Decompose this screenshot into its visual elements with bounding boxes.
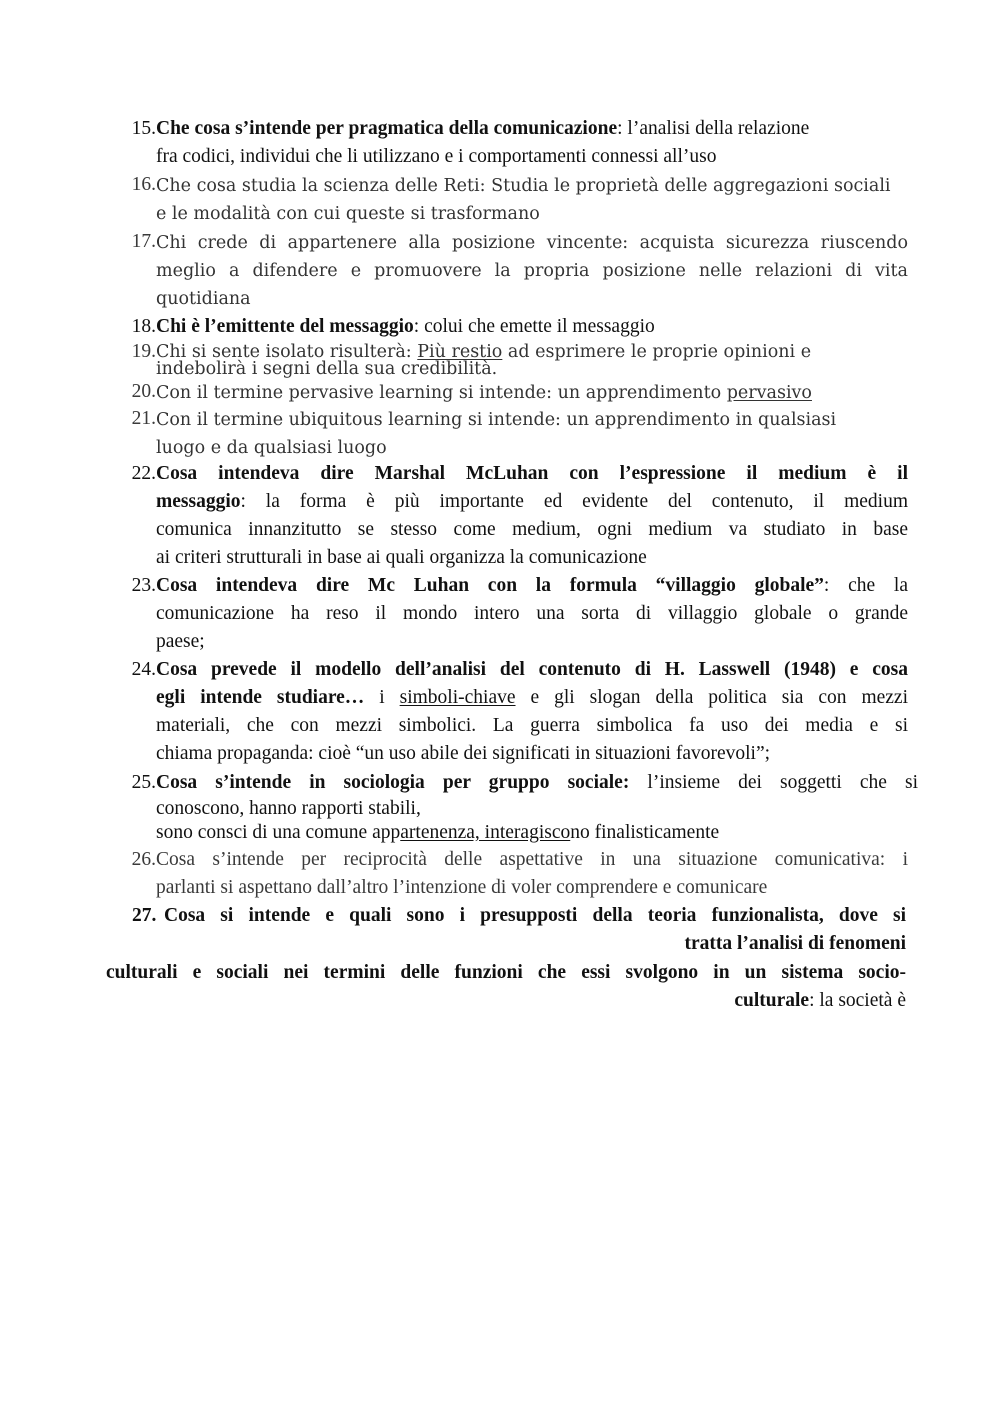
item-text: Con il termine ubiquitous learning si intende: un apprendimento in qualsiasi <box>156 410 837 430</box>
item-text: ad esprimere le proprie opinioni e <box>502 342 812 362</box>
question-text: Cosa intendeva dire Marshal McLuhan con l’espressione il medium è il <box>156 463 908 484</box>
question-text: culturale <box>734 990 810 1011</box>
item-number: 25. <box>131 772 156 793</box>
underlined-text: simboli-chiave <box>399 687 516 708</box>
item-text: Chi crede di appartenere alla posizione vincente: acquista sicurezza riuscendo <box>156 233 908 253</box>
item-text: indebolirà i segni della sua credibilità. <box>156 359 498 379</box>
item-text: Cosa s’intende per reciprocità delle aspettative in una situazione comunicativa: i <box>156 849 908 870</box>
item-number: 19. <box>131 341 156 362</box>
item-number: 27. <box>132 905 157 926</box>
answer-text: : colui che emette il messaggio <box>413 316 655 337</box>
item-text: e le modalità con cui queste si trasformano <box>156 204 540 224</box>
answer-text: : che la <box>823 575 908 596</box>
answer-text: : l’analisi della relazione <box>617 118 810 139</box>
question-text: Che cosa s’intende per pragmatica della comunicazione <box>156 118 618 139</box>
item-number: 18. <box>131 316 156 337</box>
item-text: parlanti si aspettano dall’altro l’intenzione di voler comprendere e comunicare <box>156 877 768 898</box>
answer-text: chiama propaganda: cioè “un uso abile dei significati in situazioni favorevoli”; <box>156 743 771 764</box>
item-text: Chi si sente isolato risulterà: <box>156 342 418 362</box>
answer-text: materiali, che con mezzi simbolici. La guerra simbolica fa uso dei media e si <box>156 715 908 736</box>
question-text: Chi è l’emittente del messaggio <box>156 316 414 337</box>
answer-text: paese; <box>156 631 205 652</box>
answer-text: sono consci di una comune app <box>156 822 401 843</box>
item-text: meglio a difendere e promuovere la propria posizione nelle relazioni di vita <box>156 261 908 281</box>
underlined-text: pervasivo <box>726 383 812 403</box>
answer-text: l’insieme dei soggetti che si <box>629 772 918 793</box>
answer-text: i <box>364 687 400 708</box>
item-text: quotidiana <box>156 289 251 309</box>
item-number: 21. <box>131 408 156 429</box>
answer-text: fra codici, individui che li utilizzano e i comportamenti connessi all’uso <box>156 146 717 167</box>
answer-text: comunica innanzitutto se stesso come medium, ogni medium va studiato in base <box>156 519 908 540</box>
underlined-text: artenenza, interagisco <box>400 822 571 843</box>
question-text: culturali e sociali nei termini delle funzioni che essi svolgono in un sistema socio- <box>106 962 906 983</box>
item-text: luogo e da qualsiasi luogo <box>156 438 387 458</box>
item-text: Che cosa studia la scienza delle Reti: Studia le proprietà delle aggregazioni sociali <box>156 176 891 196</box>
item-text: Con il termine pervasive learning si intende: un apprendimento <box>156 383 727 403</box>
answer-text: ai criteri strutturali in base ai quali organizza la comunicazione <box>156 547 647 568</box>
item-number: 20. <box>131 381 156 402</box>
question-text: tratta l’analisi di fenomeni <box>684 933 906 954</box>
question-text: Cosa s’intende in sociologia per gruppo sociale: <box>156 772 630 793</box>
question-text: egli intende studiare… <box>156 687 365 708</box>
answer-text: e gli slogan della politica sia con mezzi <box>515 687 908 708</box>
item-number: 26. <box>131 849 156 870</box>
answer-text: : la forma è più importante ed evidente del contenuto, il medium <box>240 491 908 512</box>
item-number: 24. <box>131 659 156 680</box>
question-text: messaggio <box>156 491 241 512</box>
item-number: 16. <box>131 174 156 195</box>
answer-text: conoscono, hanno rapporti stabili, <box>156 798 421 819</box>
item-number: 17. <box>131 231 156 252</box>
item-number: 22. <box>131 463 156 484</box>
question-text: Cosa si intende e quali sono i presupposti della teoria funzionalista, dove si <box>164 905 906 926</box>
question-text: Cosa intendeva dire Mc Luhan con la formula “villaggio globale” <box>156 575 824 596</box>
item-number: 23. <box>131 575 156 596</box>
item-number: 15. <box>131 118 156 139</box>
answer-text: comunicazione ha reso il mondo intero una sorta di villaggio globale o grande <box>156 603 908 624</box>
underlined-text: Più restio <box>417 342 503 362</box>
question-text: Cosa prevede il modello dell’analisi del contenuto di H. Lasswell (1948) e cosa <box>156 659 908 680</box>
answer-text: : la società è <box>809 990 906 1011</box>
answer-text: no finalisticamente <box>570 822 720 843</box>
